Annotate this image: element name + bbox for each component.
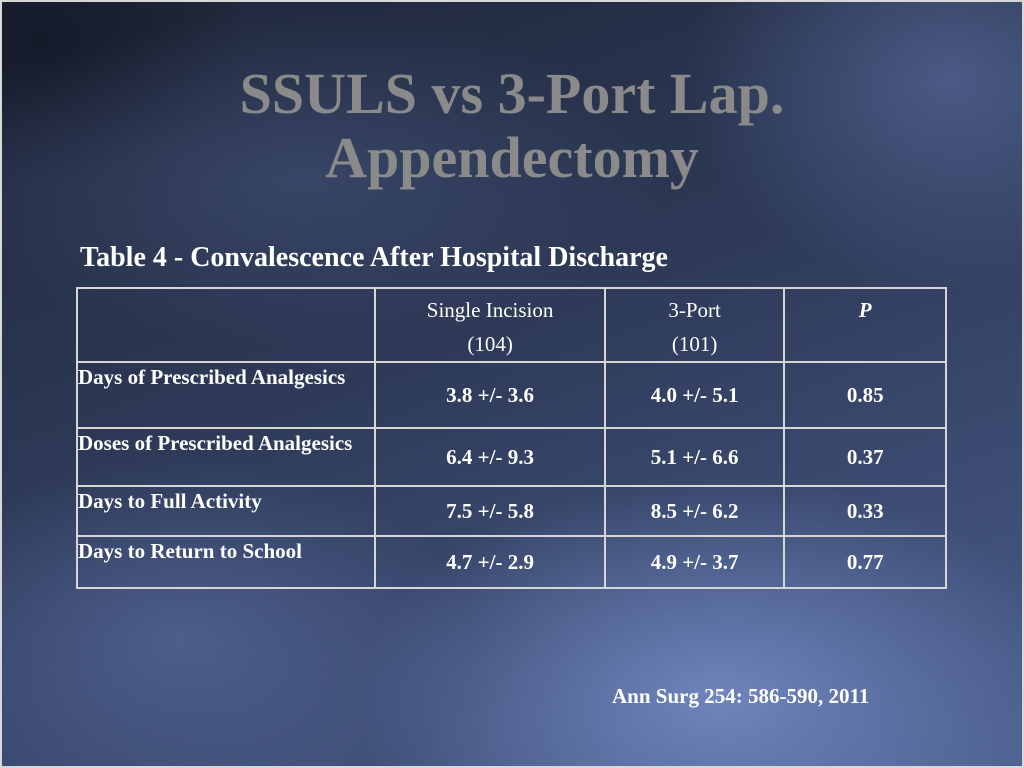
row-label: Days to Return to School	[77, 536, 375, 588]
cell-three-port: 5.1 +/- 6.6	[605, 428, 785, 486]
cell-p-value: 0.77	[784, 536, 946, 588]
cell-single-incision: 6.4 +/- 9.3	[375, 428, 604, 486]
convalescence-table	[76, 287, 947, 589]
cell-three-port: 4.9 +/- 3.7	[605, 536, 785, 588]
row-label: Doses of Prescribed Analgesics	[77, 428, 375, 486]
header-single-incision-n: (104)	[467, 332, 513, 356]
header-three-port-n: (101)	[671, 332, 718, 356]
cell-p-value: 0.85	[784, 362, 946, 428]
header-p-value	[784, 288, 946, 362]
header-three-port	[605, 288, 785, 362]
cell-single-incision: 3.8 +/- 3.6	[375, 362, 604, 428]
cell-p-value: 0.37	[784, 428, 946, 486]
cell-single-incision: 4.7 +/- 2.9	[375, 536, 604, 588]
table-row	[77, 362, 946, 428]
cell-single-incision: 7.5 +/- 5.8	[375, 486, 604, 536]
header-p-label: P	[858, 298, 872, 322]
table-row	[77, 428, 946, 486]
slide-title-line-2: Appendectomy	[325, 125, 699, 190]
slide-title	[0, 62, 1024, 190]
cell-three-port: 8.5 +/- 6.2	[605, 486, 785, 536]
table-header-row	[77, 288, 946, 362]
slide-title-line-1: SSULS vs 3-Port Lap.	[239, 61, 785, 126]
header-single-incision-label: Single Incision	[426, 298, 554, 322]
table-row	[77, 486, 946, 536]
table-row	[77, 536, 946, 588]
row-label: Days of Prescribed Analgesics	[77, 362, 375, 428]
citation: Ann Surg 254: 586-590, 2011	[612, 684, 870, 708]
header-blank-cell	[77, 288, 375, 362]
header-single-incision	[375, 288, 604, 362]
row-label: Days to Full Activity	[77, 486, 375, 536]
table-caption: Table 4 - Convalescence After Hospital Discharge	[80, 242, 668, 273]
cell-p-value: 0.33	[784, 486, 946, 536]
cell-three-port: 4.0 +/- 5.1	[605, 362, 785, 428]
header-three-port-label: 3-Port	[668, 298, 721, 322]
